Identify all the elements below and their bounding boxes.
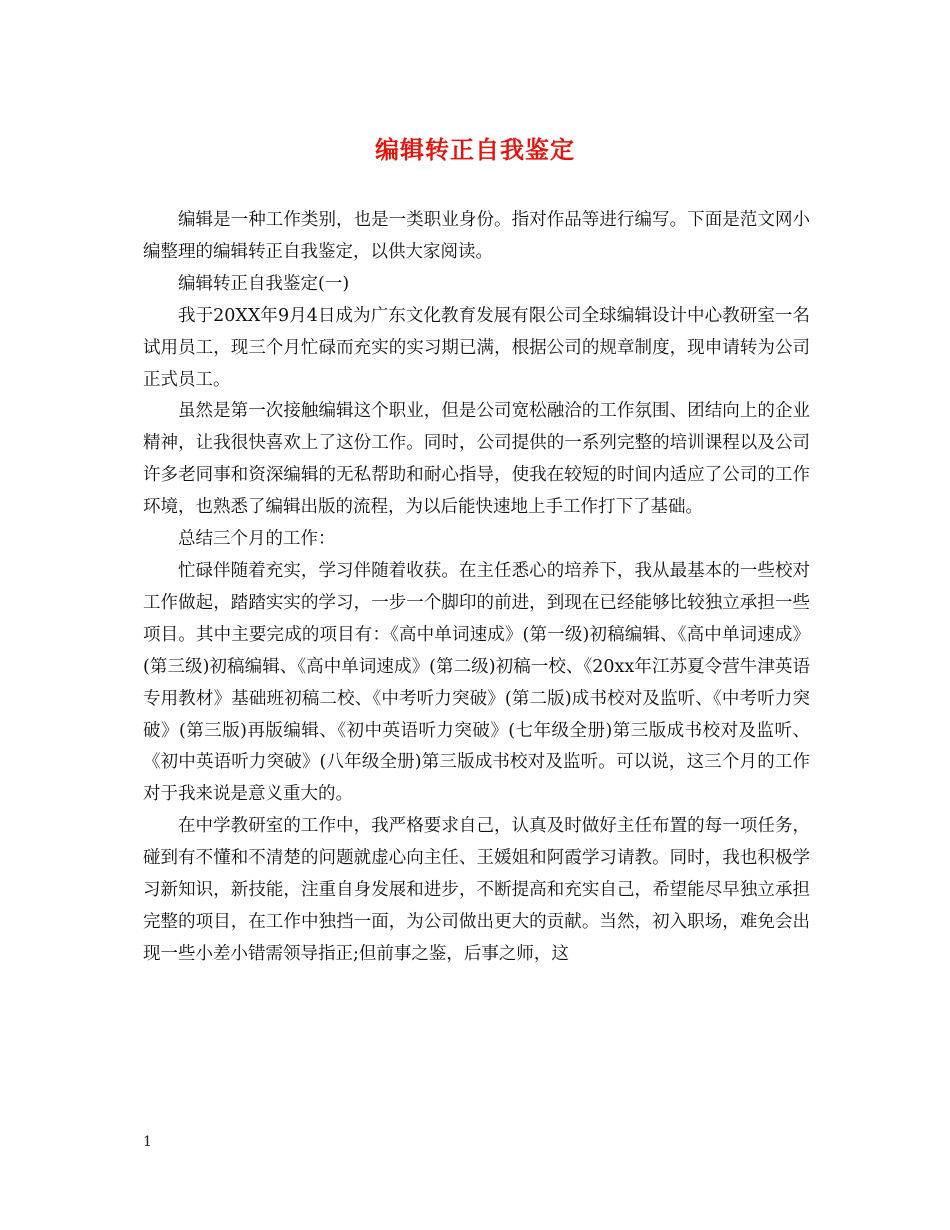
document-title: 编辑转正自我鉴定 [375,135,575,164]
page-number: 1 [143,1134,152,1150]
paragraph-adaptation: 虽然是第一次接触编辑这个职业，但是公司宽松融洽的工作氛围、团结向上的企业精神，让我很快喜欢上了这份工作。同时，公司提供的一系列完整的培训课程以及公司许多老同事和资深编辑的无私帮助和耐心指导，使我在较短的时间内适应了公司的工作环境，也熟悉了编辑出版的流程，为以后能快速地上手工作打下了基础。 [143,401,810,518]
paragraph-work-attitude: 在中学教研室的工作中，我严格要求自己，认真及时做好主任布置的每一项任务，碰到有不懂和不清楚的问题就虚心向主任、王媛姐和阿霞学习请教。同时，我也积极学习新知识，新技能，注重自身发展和进步，不断提高和充实自己，希望能尽早独立承担完整的项目，在工作中独挡一面，为公司做出更大的贡献。当然，初入职场，难免会出现一些小差小错需领导指正;但前事之鉴，后事之师，这 [143,816,810,964]
paragraph-projects: 忙碌伴随着充实，学习伴随着收获。在主任悉心的培养下，我从最基本的一些校对工作做起，踏踏实实的学习，一步一个脚印的前进，到现在已经能够比较独立承担一些项目。其中主要完成的项目有：《高中单词速成》(第一级)初稿编辑、《高中单词速成》(第三级)初稿编辑、《高中单词速成》(第二级)初稿一校、《20xx年江苏夏令营牛津英语专用教材》基础班初稿二校、《中考听力突破》(第二版)成书校对及监听、《中考听力突破》(第三版)再版编辑、《初中英语听力突破》(七年级全册)第三版成书校对及监听、《初中英语听力突破》(八年级全册)第三版成书校对及监听。可以说，这三个月的工作对于我来说是意义重大的。 [143,560,810,805]
document-body [143,205,810,971]
paragraph-intro: 编辑是一种工作类别，也是一类职业身份。指对作品等进行编写。下面是范文网小编整理的编辑转正自我鉴定，以供大家阅读。 [143,210,810,262]
paragraph-summary-heading: 总结三个月的工作： [178,529,336,550]
paragraph-application: 我于20XX年9月4日成为广东文化教育发展有限公司全球编辑设计中心教研室一名试用员工，现三个月忙碌而充实的实习期已满，根据公司的规章制度，现申请转为公司正式员工。 [143,305,810,390]
paragraph-section-heading: 编辑转正自我鉴定(一) [178,273,350,294]
